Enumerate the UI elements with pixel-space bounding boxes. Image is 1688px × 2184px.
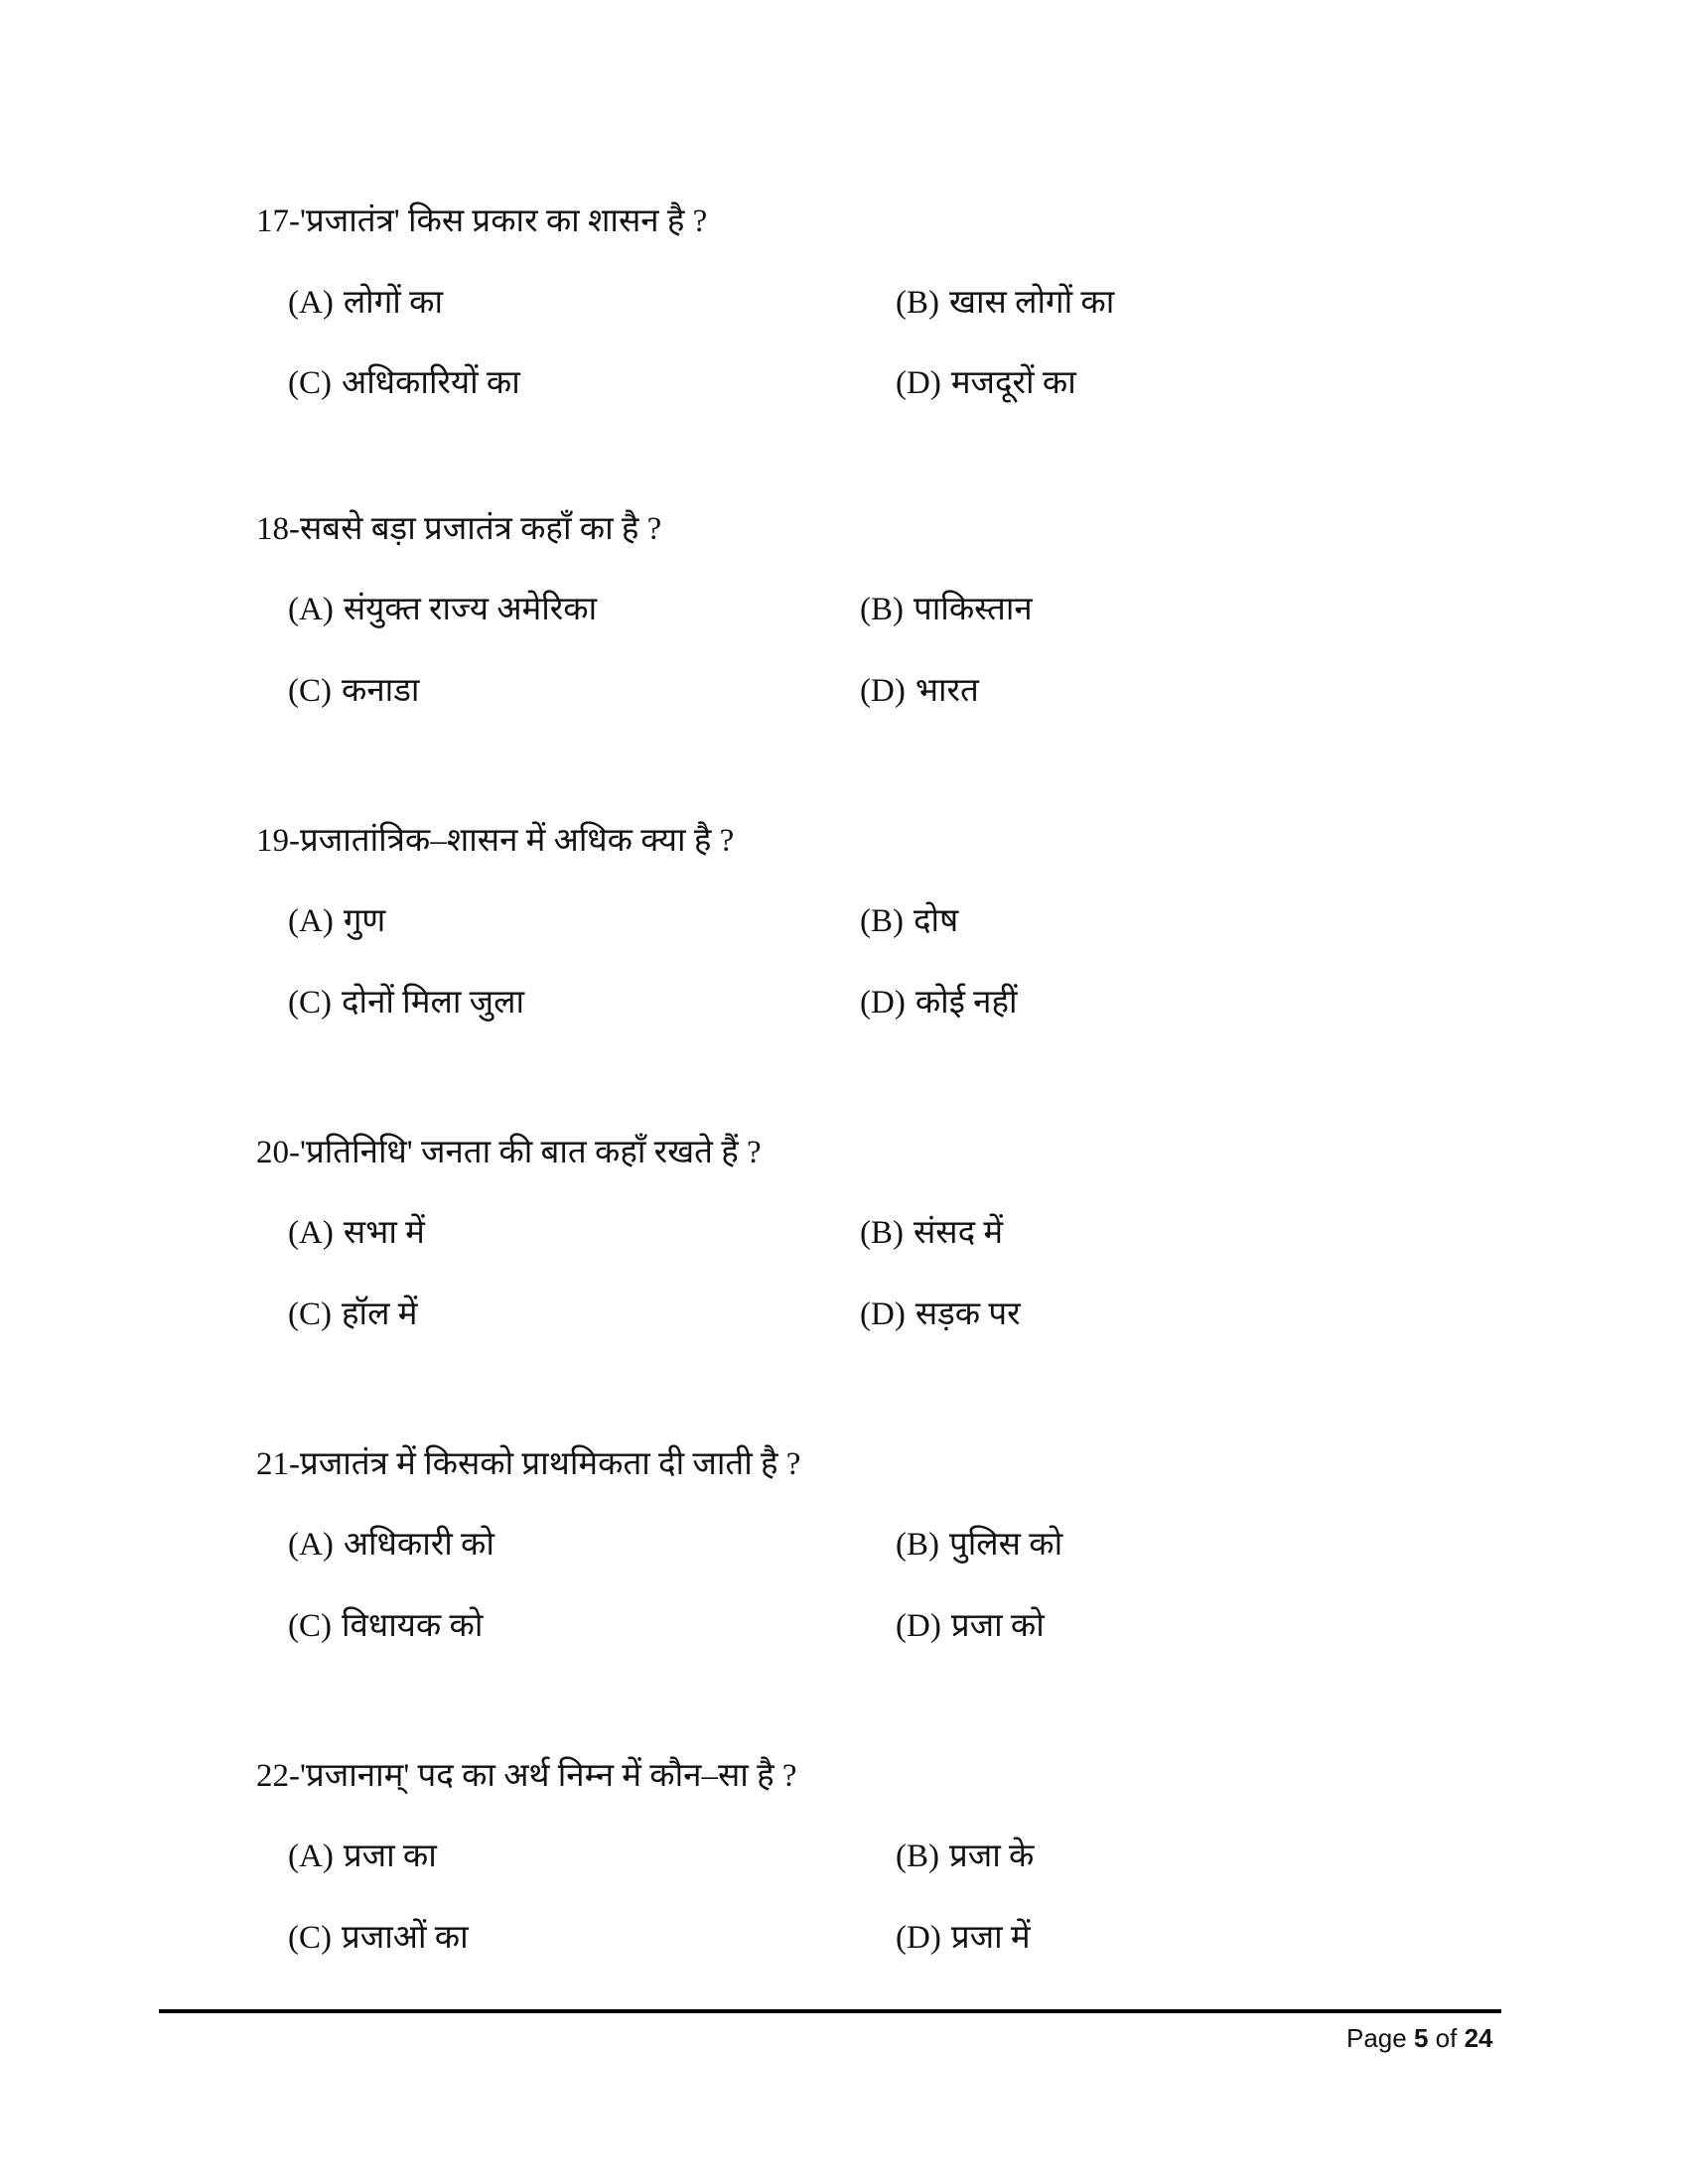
- option-label: (B): [860, 903, 904, 939]
- option-text: दोनों मिला जुला: [342, 985, 525, 1021]
- question-number: 17-: [256, 204, 300, 239]
- option-label: (A): [288, 903, 334, 939]
- question-text: 'प्रजातंत्र' किस प्रकार का शासन है ?: [300, 204, 708, 239]
- option-17-c: [288, 363, 520, 403]
- option-text: संयुक्त राज्य अमेरिका: [343, 592, 598, 627]
- question-text: 'प्रजानाम्' पद का अर्थ निम्न में कौन–सा है ?: [300, 1758, 797, 1794]
- question-21: [256, 1444, 800, 1484]
- option-20-c: [288, 1295, 417, 1334]
- option-20-d: [860, 1295, 1021, 1334]
- option-label: (B): [896, 1839, 939, 1874]
- page-word: Page: [1346, 2023, 1407, 2053]
- option-text: प्रजाओं का: [342, 1920, 469, 1956]
- question-text: सबसे बड़ा प्रजातंत्र कहाँ का है ?: [300, 511, 662, 547]
- question-number: 20-: [256, 1135, 300, 1170]
- option-text: पुलिस को: [949, 1527, 1063, 1563]
- question-19: [256, 821, 734, 861]
- option-19-a: [288, 901, 385, 941]
- option-19-b: [860, 901, 958, 941]
- of-word: of: [1435, 2023, 1458, 2053]
- option-text: प्रजा में: [950, 1920, 1031, 1956]
- total-pages: 24: [1464, 2023, 1493, 2053]
- option-19-c: [288, 983, 524, 1023]
- option-22-d: [896, 1918, 1031, 1958]
- footer-divider: [159, 2009, 1501, 2013]
- option-20-b: [860, 1213, 1003, 1253]
- option-17-d: [896, 363, 1076, 403]
- current-page: 5: [1413, 2023, 1429, 2053]
- option-18-b: [860, 590, 1033, 629]
- option-text: अधिकारियों का: [342, 365, 520, 401]
- option-19-d: [860, 983, 1018, 1023]
- option-label: (C): [288, 365, 332, 401]
- option-text: संसद में: [914, 1215, 1004, 1251]
- option-17-b: [896, 283, 1114, 323]
- question-18: [256, 509, 661, 549]
- question-text: 'प्रतिनिधि' जनता की बात कहाँ रखते हैं ?: [300, 1135, 762, 1170]
- option-text: गुण: [343, 903, 386, 939]
- option-label: (D): [896, 1920, 941, 1956]
- option-label: (B): [896, 285, 939, 321]
- option-18-a: [288, 590, 597, 629]
- option-label: (C): [288, 1920, 332, 1956]
- option-label: (C): [288, 1608, 332, 1644]
- option-text: मजदूरों का: [950, 365, 1076, 401]
- option-text: हॉल में: [342, 1297, 418, 1332]
- option-label: (A): [288, 592, 334, 627]
- option-label: (D): [860, 1297, 906, 1332]
- question-text: प्रजातांत्रिक–शासन में अधिक क्या है ?: [300, 823, 735, 859]
- option-22-c: [288, 1918, 469, 1958]
- option-label: (D): [896, 1608, 941, 1644]
- option-label: (A): [288, 1527, 334, 1563]
- option-text: सभा में: [343, 1215, 425, 1251]
- question-number: 19-: [256, 823, 300, 859]
- option-label: (B): [860, 1215, 904, 1251]
- option-text: अधिकारी को: [343, 1527, 494, 1563]
- option-text: खास लोगों का: [949, 285, 1115, 321]
- page-number: [1346, 2023, 1493, 2054]
- option-label: (A): [288, 1215, 334, 1251]
- option-text: प्रजा के: [949, 1839, 1035, 1874]
- option-text: प्रजा का: [343, 1839, 437, 1874]
- option-17-a: [288, 283, 443, 323]
- question-number: 22-: [256, 1758, 300, 1794]
- option-22-a: [288, 1837, 437, 1876]
- option-text: लोगों का: [343, 285, 444, 321]
- option-text: कनाडा: [342, 673, 420, 709]
- option-label: (C): [288, 1297, 332, 1332]
- option-text: प्रजा को: [950, 1608, 1045, 1644]
- question-number: 18-: [256, 511, 300, 547]
- option-label: (D): [860, 985, 906, 1021]
- option-21-b: [896, 1525, 1062, 1565]
- option-21-d: [896, 1606, 1045, 1646]
- option-text: विधायक को: [342, 1608, 484, 1644]
- option-18-d: [860, 671, 979, 711]
- option-text: पाकिस्तान: [914, 592, 1033, 627]
- option-text: भारत: [914, 673, 979, 709]
- option-21-a: [288, 1525, 494, 1565]
- option-text: दोष: [914, 903, 959, 939]
- question-22: [256, 1756, 797, 1796]
- question-text: प्रजातंत्र में किसको प्राथमिकता दी जाती है ?: [300, 1446, 801, 1482]
- option-22-b: [896, 1837, 1034, 1876]
- option-label: (C): [288, 673, 332, 709]
- question-17: [256, 202, 707, 241]
- option-18-c: [288, 671, 419, 711]
- option-label: (D): [860, 673, 906, 709]
- question-number: 21-: [256, 1446, 300, 1482]
- option-label: (A): [288, 285, 334, 321]
- option-label: (B): [896, 1527, 939, 1563]
- option-label: (B): [860, 592, 904, 627]
- option-20-a: [288, 1213, 425, 1253]
- question-20: [256, 1133, 762, 1172]
- option-text: कोई नहीं: [914, 985, 1018, 1021]
- option-text: सड़क पर: [914, 1297, 1021, 1332]
- option-label: (D): [896, 365, 941, 401]
- option-label: (C): [288, 985, 332, 1021]
- option-21-c: [288, 1606, 483, 1646]
- option-label: (A): [288, 1839, 334, 1874]
